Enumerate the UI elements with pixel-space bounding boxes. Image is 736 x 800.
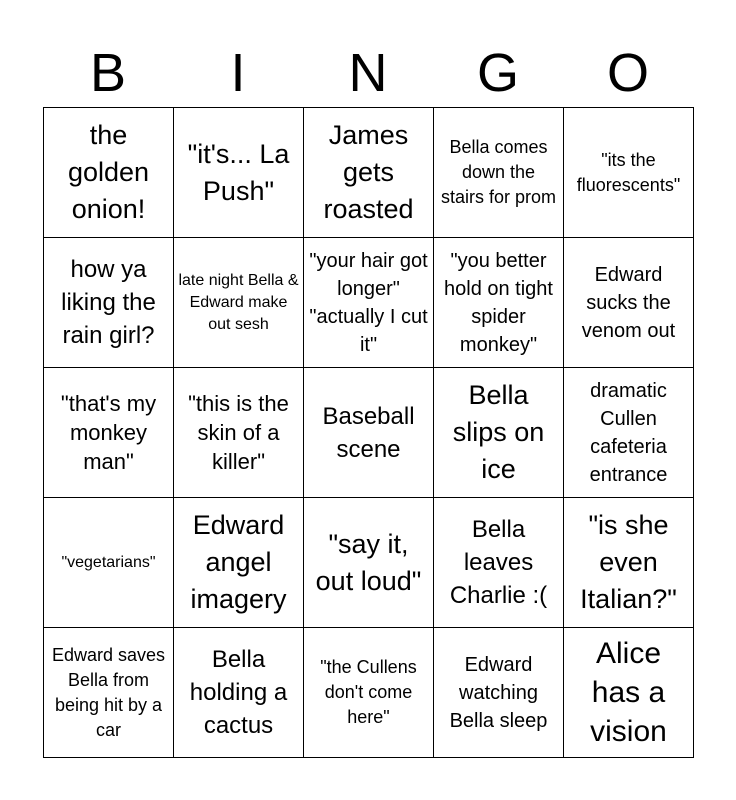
cell-text: Edward watching Bella sleep bbox=[449, 653, 548, 732]
cell-text: James gets roasted bbox=[323, 120, 414, 224]
bingo-cell-r5c5[interactable] bbox=[564, 628, 694, 758]
cell-text: "this is the skin of a killer" bbox=[188, 391, 289, 474]
cell-text: Edward angel imagery bbox=[190, 510, 287, 614]
bingo-cell-r4c1[interactable] bbox=[44, 498, 174, 628]
bingo-cell-r3c4[interactable] bbox=[434, 368, 564, 498]
bingo-cell-r3c5[interactable] bbox=[564, 368, 694, 498]
cell-text: "its the fluorescents" bbox=[576, 149, 681, 195]
bingo-header bbox=[43, 40, 693, 106]
bingo-cell-r5c4[interactable] bbox=[434, 628, 564, 758]
cell-text: "vegetarians" bbox=[61, 553, 156, 571]
header-letter-g: G bbox=[476, 43, 519, 103]
bingo-cell-r5c2[interactable] bbox=[174, 628, 304, 758]
cell-text: Bella comes down the stairs for prom bbox=[440, 137, 557, 207]
bingo-board bbox=[43, 107, 694, 758]
bingo-cell-r5c3[interactable] bbox=[304, 628, 434, 758]
cell-text: "it's... La Push" bbox=[187, 138, 290, 206]
bingo-cell-r2c1[interactable] bbox=[44, 238, 174, 368]
cell-text: "your hair got longer" "actually I cut it" bbox=[309, 249, 428, 356]
bingo-cell-r3c3[interactable] bbox=[304, 368, 434, 498]
bingo-cell-r1c3[interactable] bbox=[304, 108, 434, 238]
header-letter-i: I bbox=[230, 43, 246, 103]
cell-text: "that's my monkey man" bbox=[60, 391, 157, 474]
bingo-cell-r5c1[interactable] bbox=[44, 628, 174, 758]
cell-text: dramatic Cullen cafeteria entrance bbox=[589, 379, 668, 486]
header-letter-b: B bbox=[89, 43, 127, 103]
bingo-cell-r4c5[interactable] bbox=[564, 498, 694, 628]
cell-text: Bella leaves Charlie :( bbox=[449, 516, 548, 609]
cell-text: "the Cullens don't come here" bbox=[320, 657, 417, 727]
bingo-cell-r4c3[interactable] bbox=[304, 498, 434, 628]
cell-text: late night Bella & Edward make out sesh bbox=[178, 271, 299, 333]
bingo-cell-r1c5[interactable] bbox=[564, 108, 694, 238]
bingo-cell-r4c2[interactable] bbox=[174, 498, 304, 628]
cell-text: "is she even Italian?" bbox=[580, 510, 677, 614]
cell-text: Bella holding a cactus bbox=[189, 646, 288, 739]
header-letter-o: O bbox=[606, 43, 649, 103]
cell-text: the golden onion! bbox=[67, 120, 150, 224]
cell-text: Baseball scene bbox=[322, 402, 415, 463]
bingo-cell-r2c4[interactable] bbox=[434, 238, 564, 368]
bingo-cell-r3c1[interactable] bbox=[44, 368, 174, 498]
cell-text: how ya liking the rain girl? bbox=[61, 256, 156, 349]
bingo-cell-r2c5[interactable] bbox=[564, 238, 694, 368]
bingo-cell-r2c3[interactable] bbox=[304, 238, 434, 368]
cell-text: Alice has a vision bbox=[590, 637, 667, 748]
bingo-cell-r1c1[interactable] bbox=[44, 108, 174, 238]
bingo-cell-r2c2[interactable] bbox=[174, 238, 304, 368]
bingo-cell-r1c2[interactable] bbox=[174, 108, 304, 238]
cell-text: Edward saves Bella from being hit by a car bbox=[51, 644, 166, 740]
cell-text: Edward sucks the venom out bbox=[581, 263, 676, 342]
header-letter-n: N bbox=[348, 43, 388, 103]
cell-text: "you better hold on tight spider monkey" bbox=[444, 249, 553, 356]
bingo-cell-r3c2[interactable] bbox=[174, 368, 304, 498]
bingo-cell-r4c4[interactable] bbox=[434, 498, 564, 628]
cell-text: Bella slips on ice bbox=[452, 380, 545, 484]
bingo-cell-r1c4[interactable] bbox=[434, 108, 564, 238]
cell-text: "say it, out loud" bbox=[315, 528, 422, 596]
